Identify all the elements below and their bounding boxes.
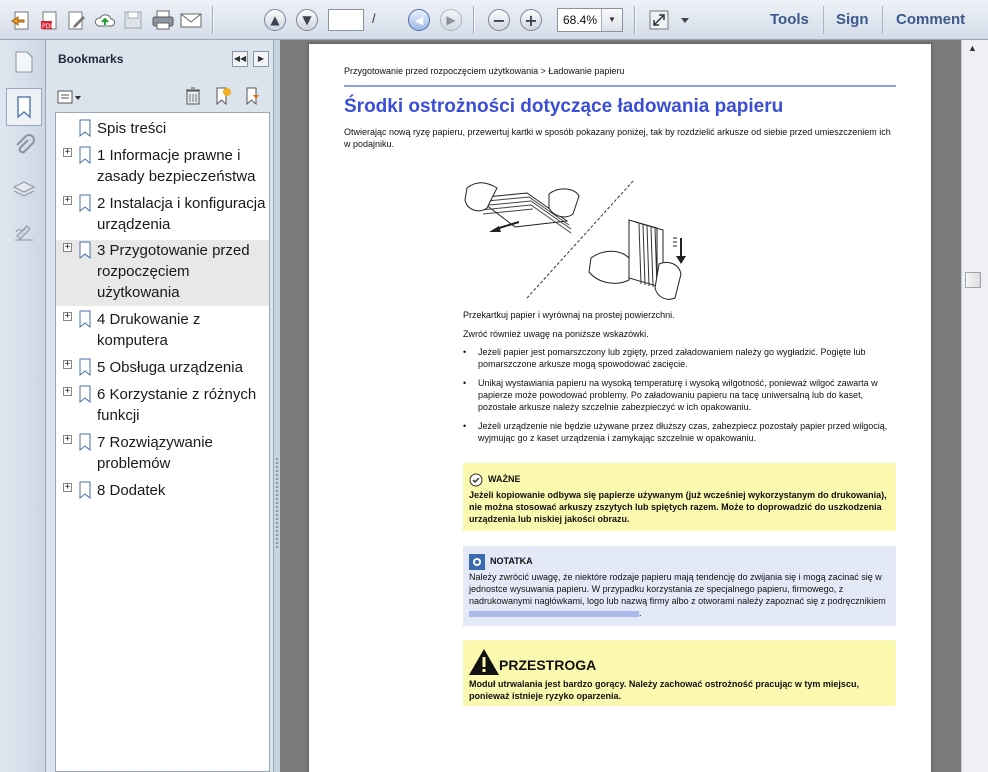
bookmark-item[interactable] [56,357,269,381]
bookmark-item[interactable] [56,193,269,239]
bookmark-label: 6 Korzystanie z różnych funkcji [97,386,257,424]
bookmark-label: 5 Obsługa urządzenia [97,359,243,376]
page-number-input[interactable] [328,9,364,31]
signatures-icon[interactable] [11,218,37,246]
expand-plus-icon[interactable]: + [64,434,71,444]
zoom-select[interactable] [557,8,623,32]
toolbar-menu-chevron-icon[interactable] [677,7,693,33]
list-item: • Jeżeli papier jest pomarszczony lub zgięty, przed załadowaniem należy go wygładzić. Pogięte lub pomarszczone arkusze mogą spowodować zacięcie. [463,346,899,370]
next-view-button[interactable] [438,7,464,33]
collapse-panel-icon[interactable]: ◀◀ [232,51,248,67]
vertical-scrollbar[interactable] [961,40,988,772]
fit-page-button[interactable] [646,7,672,33]
caution-heading: PRZESTROGA [499,657,597,673]
bookmark-flag-icon [78,481,92,499]
bookmark-flag-icon [78,358,92,376]
expand-plus-icon[interactable]: + [64,195,71,205]
comment-tab[interactable]: Comment [896,11,966,28]
bookmark-flag-icon [78,194,92,212]
chevron-down-icon[interactable]: ▼ [601,9,622,31]
bookmarks-panel [46,40,274,772]
note-text-body: Należy zwrócić uwagę, że niektóre rodzaje papieru mają tendencję do zwijania się i mogą zacinać się w jednostce wysuwania papieru. W przypadku korzystania ze specjalnego papieru, firmowego, z nadrukowanymi nagłówkami, logo lub nazwą firmy albo z otworami należy zapoznać się z podręcznikiem [469,572,886,606]
next-page-button[interactable] [294,7,320,33]
expand-panel-icon[interactable]: ▶ [253,51,269,67]
bookmark-flag-icon [78,241,92,259]
bookmark-label: 1 Informacje prawne i zasady bezpieczeństwa [97,147,256,185]
arrow-up-icon: ▲ [264,9,286,31]
list-item: • Unikaj wystawiania papieru na wysoką temperaturę i wysoką wilgotność, ponieważ wilgoć zawarta w papierze może powodować problemy. Po załadowaniu papieru na tacę uniwersalną lub do kaset, pozostałe arkusze należy szczelnie zabezpieczyć w ich opakowaniu. [463,377,899,413]
bookmark-item[interactable] [56,118,269,142]
bookmark-item[interactable] [56,309,269,355]
bookmark-item[interactable] [56,384,269,430]
toolbar-divider [823,6,824,34]
svg-text:PDF: PDF [42,23,54,30]
important-heading: WAŻNE [488,474,521,484]
bookmark-flag-icon [78,433,92,451]
options-menu-icon[interactable] [57,88,83,106]
delete-bookmark-icon[interactable] [184,86,202,106]
note-box [463,546,896,626]
gear-note-icon [469,554,485,570]
toolbar-separator [634,6,636,34]
caution-text: Moduł utrwalania jest bardzo gorący. Należy zachować ostrożność pracując w tym miejscu, ponieważ istnieje ryzyko oparzenia. [469,679,859,701]
bookmark-label: 2 Instalacja i konfiguracja urządzenia [97,195,266,233]
breadcrumb: Przygotowanie przed rozpoczęciem użytkowania > Ładowanie papieru [344,66,625,76]
page-separator: / [372,11,376,26]
manual-link[interactable] [469,611,639,617]
bookmarks-panel-icon[interactable] [6,88,42,126]
document-viewport[interactable] [280,40,961,772]
attachments-paperclip-icon[interactable] [11,132,37,160]
bookmarks-toolbar [46,80,274,114]
expand-plus-icon[interactable]: + [64,386,71,396]
note-text [469,571,889,619]
print-icon[interactable] [150,7,176,33]
main-toolbar [0,0,988,40]
bookmark-flag-icon [78,385,92,403]
page-thumbnails-icon[interactable] [11,48,37,76]
toolbar-divider [882,6,883,34]
new-bookmark-icon[interactable] [214,86,232,106]
bookmark-flag-icon [78,310,92,328]
minus-icon: − [488,9,510,31]
expand-plus-icon[interactable]: + [64,311,71,321]
caution-box [463,640,896,706]
page-title: Środki ostrożności dotyczące ładowania papieru [344,96,784,117]
upload-cloud-icon[interactable] [92,7,118,33]
bookmark-item[interactable] [56,145,269,191]
bookmarks-title: Bookmarks [58,52,124,66]
pdf-document-icon[interactable] [36,7,62,33]
layers-icon[interactable] [11,176,37,204]
create-pdf-icon[interactable] [8,7,34,33]
pdf-page [309,44,931,772]
note-text-end: . [639,608,642,618]
bookmark-label: 8 Dodatek [97,482,166,499]
bookmark-label: Spis treści [97,120,167,137]
notes-lead: Zwróć również uwagę na poniższe wskazówki. [463,329,649,339]
bookmark-item[interactable] [56,480,269,504]
plus-icon: + [520,9,542,31]
scroll-up-icon[interactable]: ▲ [968,43,977,53]
email-icon[interactable] [178,7,204,33]
expand-plus-icon[interactable]: + [64,147,71,157]
toolbar-separator [212,6,214,34]
important-text: Jeżeli kopiowanie odbywa się papierze używanym (już wcześniej wykorzystanym do drukowania), nie można stosować arkuszy zszytych lub spiętych razem. Może to doprowadzić do uszkodzenia urządzenia lub niskiej jakości obrazu. [469,490,887,524]
sign-tab[interactable]: Sign [836,11,869,28]
important-box [463,463,896,531]
divider [344,85,896,87]
zoom-value: 68.4% [563,13,598,27]
previous-view-button[interactable] [406,7,432,33]
bookmarks-header [46,40,274,80]
bookmark-label: 3 Przygotowanie przed rozpoczęciem użytkowania [97,242,250,301]
toolbar-separator [473,6,475,34]
expand-plus-icon[interactable]: + [64,242,71,252]
bookmarks-tree [55,112,270,772]
bookmark-flag-icon [78,119,92,137]
save-icon[interactable] [120,7,146,33]
bookmark-label: 4 Drukowanie z komputera [97,311,201,349]
arrow-down-icon: ▼ [296,9,318,31]
navigation-rail [0,40,46,772]
checkmark-circle-icon [469,473,483,487]
zoom-out-button[interactable] [486,7,512,33]
bookmark-label: 7 Rozwiązywanie problemów [97,434,213,472]
intro-paragraph: Otwierając nową ryzę papieru, przewertuj kartki w sposób pokazany poniżej, tak by rozdzielić arkusze od siebie przed umieszczeniem ich w podajniku. [344,127,891,149]
tips-list [463,346,899,451]
previous-page-button[interactable] [262,7,288,33]
expand-plus-icon[interactable]: + [64,482,71,492]
note-heading: NOTATKA [490,556,533,566]
edit-document-icon[interactable] [64,7,90,33]
warning-triangle-icon [468,648,500,676]
tools-tab[interactable]: Tools [770,11,809,28]
forward-arrow-icon: ▶ [440,9,462,31]
bookmark-item[interactable] [56,432,269,478]
back-arrow-icon: ◀ [408,9,430,31]
illustration-caption: Przekartkuj papier i wyrównaj na prostej powierzchni. [463,310,675,320]
list-item: • Jeżeli urządzenie nie będzie używane przez dłuższy czas, zabezpiecz pozostały papier przed wilgocią, wyjmując go z kaset urządzenia i zamykając szczelnie w opakowaniu. [463,420,899,444]
zoom-in-button[interactable] [518,7,544,33]
expand-plus-icon[interactable]: + [64,359,71,369]
expand-bookmark-icon[interactable] [244,86,262,106]
scroll-thumb[interactable] [965,272,981,288]
bookmark-flag-icon [78,146,92,164]
bookmark-item-selected[interactable] [56,240,269,306]
paper-fanning-illustration [459,168,709,308]
